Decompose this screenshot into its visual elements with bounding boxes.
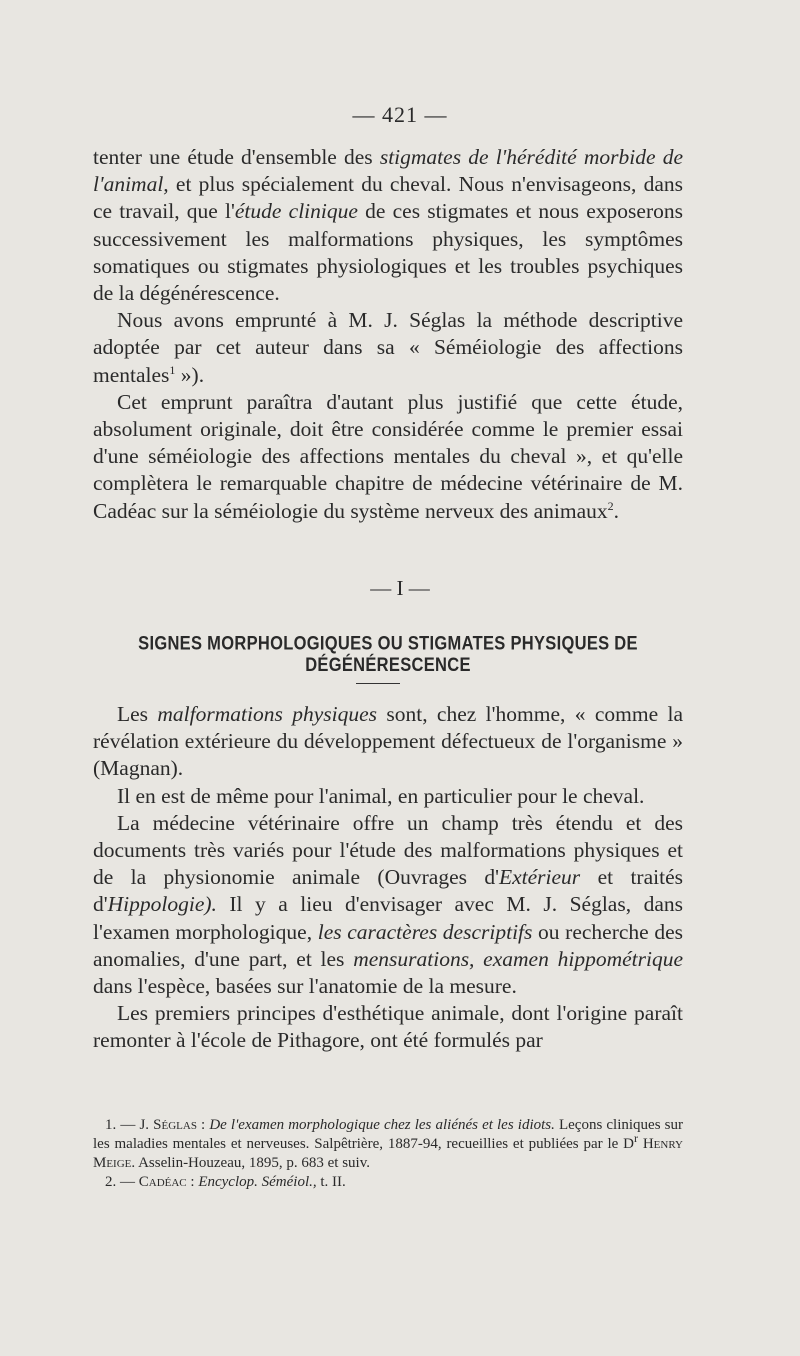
paragraph-7: Les premiers principes d'esthétique animale, dont l'origine paraît remonter à l'école de Pithagore, ont été formulés par [93, 1001, 683, 1053]
paragraph-5: Il en est de même pour l'animal, en particulier pour le cheval. [117, 783, 645, 808]
footnote-ref-2: 2 [607, 498, 614, 513]
paragraph-2: Nous avons emprunté à M. J. Séglas la méthode descriptive adoptée par cet auteur dans sa « Séméiologie des affections mentales$^1$ »). [93, 308, 683, 387]
footnotes [93, 1116, 683, 1192]
paragraph-3: Cet emprunt paraîtra d'autant plus justifié que cette étude, absolument originale, doit être considérée comme le premier essai d'une séméiologie des affections mentales du cheval », et qu'elle complètera le remarquable chapitre de médecine vétérinaire de M. Cadéac sur la séméiologie du système nerveux des animaux$^2$. [93, 389, 683, 523]
section-title: SIGNES MORPHOLOGIQUES OU STIGMATES PHYSIQUES DE DÉGÉNÉRESCENCE [138, 633, 638, 676]
page-number: — 421 — [352, 102, 448, 127]
paragraph-4: Les malformations physiques sont, chez l'homme, « comme la révélation extérieure du développement défectueux de l'organisme » (Magnan). [93, 702, 683, 781]
footnote-1: 1. — J. Séglas : De l'examen morphologique chez les aliénés et les idiots. Leçons cliniques sur les maladies mentales et nerveuses. Salpêtrière, 1887-94, recueillies et publiées par le $D^r$ Henry Meige. Asselin-Houzeau, 1895, p. 683 et suiv. [93, 1117, 683, 1171]
section-text-block [93, 701, 683, 1055]
footnote-2: 2. — Cadéac : Encyclop. Séméiol., t. II. [105, 1174, 346, 1190]
paragraph-1: tenter une étude d'ensemble des stigmates de l'hérédité morbide de l'animal, et plus spécialement du cheval. Nous n'envisageons, dans ce travail, que l'étude clinique de ces stigmates et nous exposerons successivement les malformations physiques, les symptômes somatiques ou stigmates physiologiques et les troubles psychiques de la dégénérescence. [93, 145, 683, 306]
section-divider [356, 683, 400, 684]
section-number: — I — [370, 576, 430, 600]
footnote-ref-1: 1 [169, 362, 176, 377]
paragraph-6: La médecine vétérinaire offre un champ très étendu et des documents très variés pour l'étude des malformations physiques et de la physionomie animale (Ouvrages d'Extérieur et traités d'Hippologie). Il y a lieu d'envisager avec M. J. Séglas, dans l'examen morphologique, les caractères descriptifs ou recherche des anomalies, d'une part, et les mensurations, examen hippométrique dans l'espèce, basées sur l'anatomie de la mesure. [93, 810, 683, 999]
intro-text-block [93, 144, 683, 525]
